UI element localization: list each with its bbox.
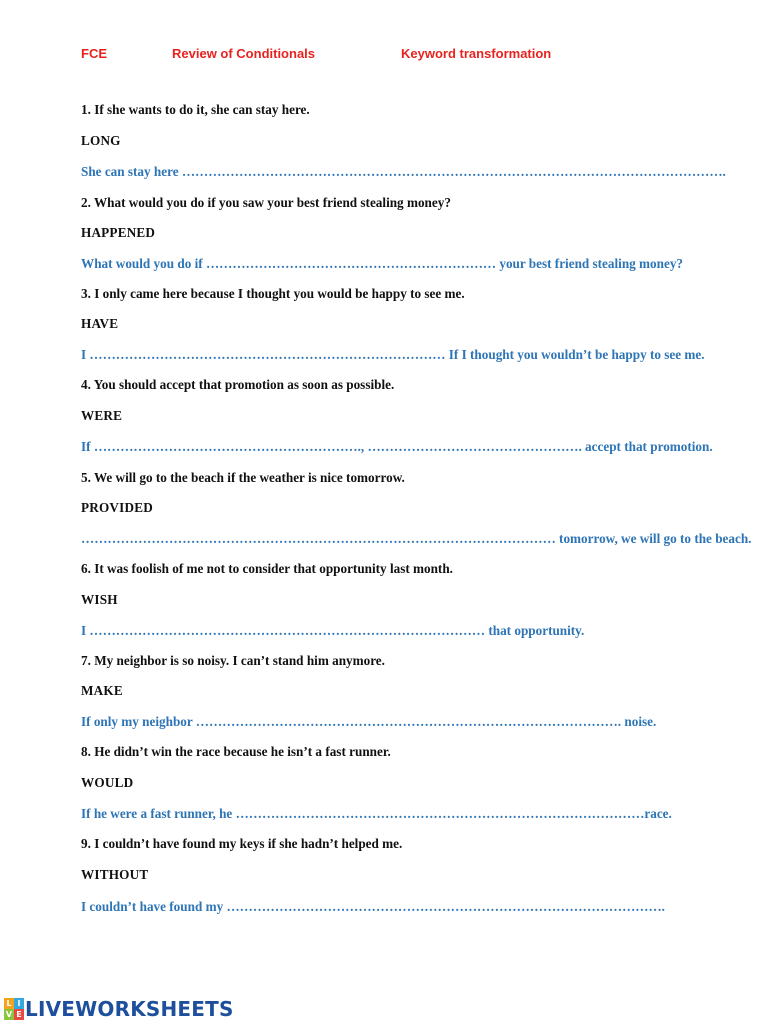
header-level: FCE [81,46,107,61]
question-text: 1. If she wants to do it, she can stay here. [81,102,310,117]
question-text: 4. You should accept that promotion as soon as possible. [81,377,395,392]
question-text: 3. I only came here because I thought you would be happy to see me. [81,286,465,301]
header-type: Keyword transformation [401,46,552,61]
answer-line[interactable]: If ……………………………………………………., …………………………………………. accept that promotion. [81,439,713,454]
question-text: 5. We will go to the beach if the weather is nice tomorrow. [81,470,405,485]
keyword: HAVE [81,316,119,331]
question-text: 6. It was foolish of me not to consider that opportunity last month. [81,561,453,576]
answer-line[interactable]: If only my neighbor ……………………………………………………………………………………. noise. [81,714,657,729]
answer-line[interactable]: What would you do if ………………………………………………………… your best friend stealing money? [81,256,684,271]
answer-line[interactable]: She can stay here ……………………………………………………………………………………………………………. [81,164,726,179]
keyword: MAKE [81,683,123,698]
question-text: 9. I couldn’t have found my keys if she hadn’t helped me. [81,836,403,851]
header-topic: Review of Conditionals [172,46,316,61]
keyword: WITHOUT [81,867,149,882]
question-text: 7. My neighbor is so noisy. I can’t stand him anymore. [81,653,385,668]
logo-tile-e: E [14,1009,24,1020]
question-text: 2. What would you do if you saw your best friend stealing money? [81,195,451,210]
logo-tile-i: I [14,998,24,1009]
answer-line[interactable]: I ……………………………………………………………………………… that opportunity. [81,623,585,638]
worksheet-header [0,46,768,66]
question-text: 8. He didn’t win the race because he isn’t a fast runner. [81,744,391,759]
logo-tile-v: V [5,1010,13,1019]
liveworksheets-logo [4,996,234,1022]
keyword: WERE [81,408,123,423]
keyword: LONG [81,133,121,148]
logo-tile-l: L [4,998,14,1009]
keyword: PROVIDED [81,500,153,515]
answer-line[interactable]: I couldn’t have found my ………………………………………………………………………………………. [81,899,665,914]
answer-line[interactable]: I ……………………………………………………………………… If I thought you wouldn’t be happy to see me. [81,347,705,362]
keyword: HAPPENED [81,225,156,240]
liveworksheets-logo-text: LIVEWORKSHEETS [25,997,234,1021]
keyword: WISH [81,592,118,607]
answer-line[interactable]: If he were a fast runner, he …………………………………………………………………………………race. [81,806,672,821]
keyword: WOULD [81,775,134,790]
answer-line[interactable]: ……………………………………………………………………………………………… tomorrow, we will go to the beach. [81,531,752,546]
liveworksheets-logo-icon [4,998,24,1020]
